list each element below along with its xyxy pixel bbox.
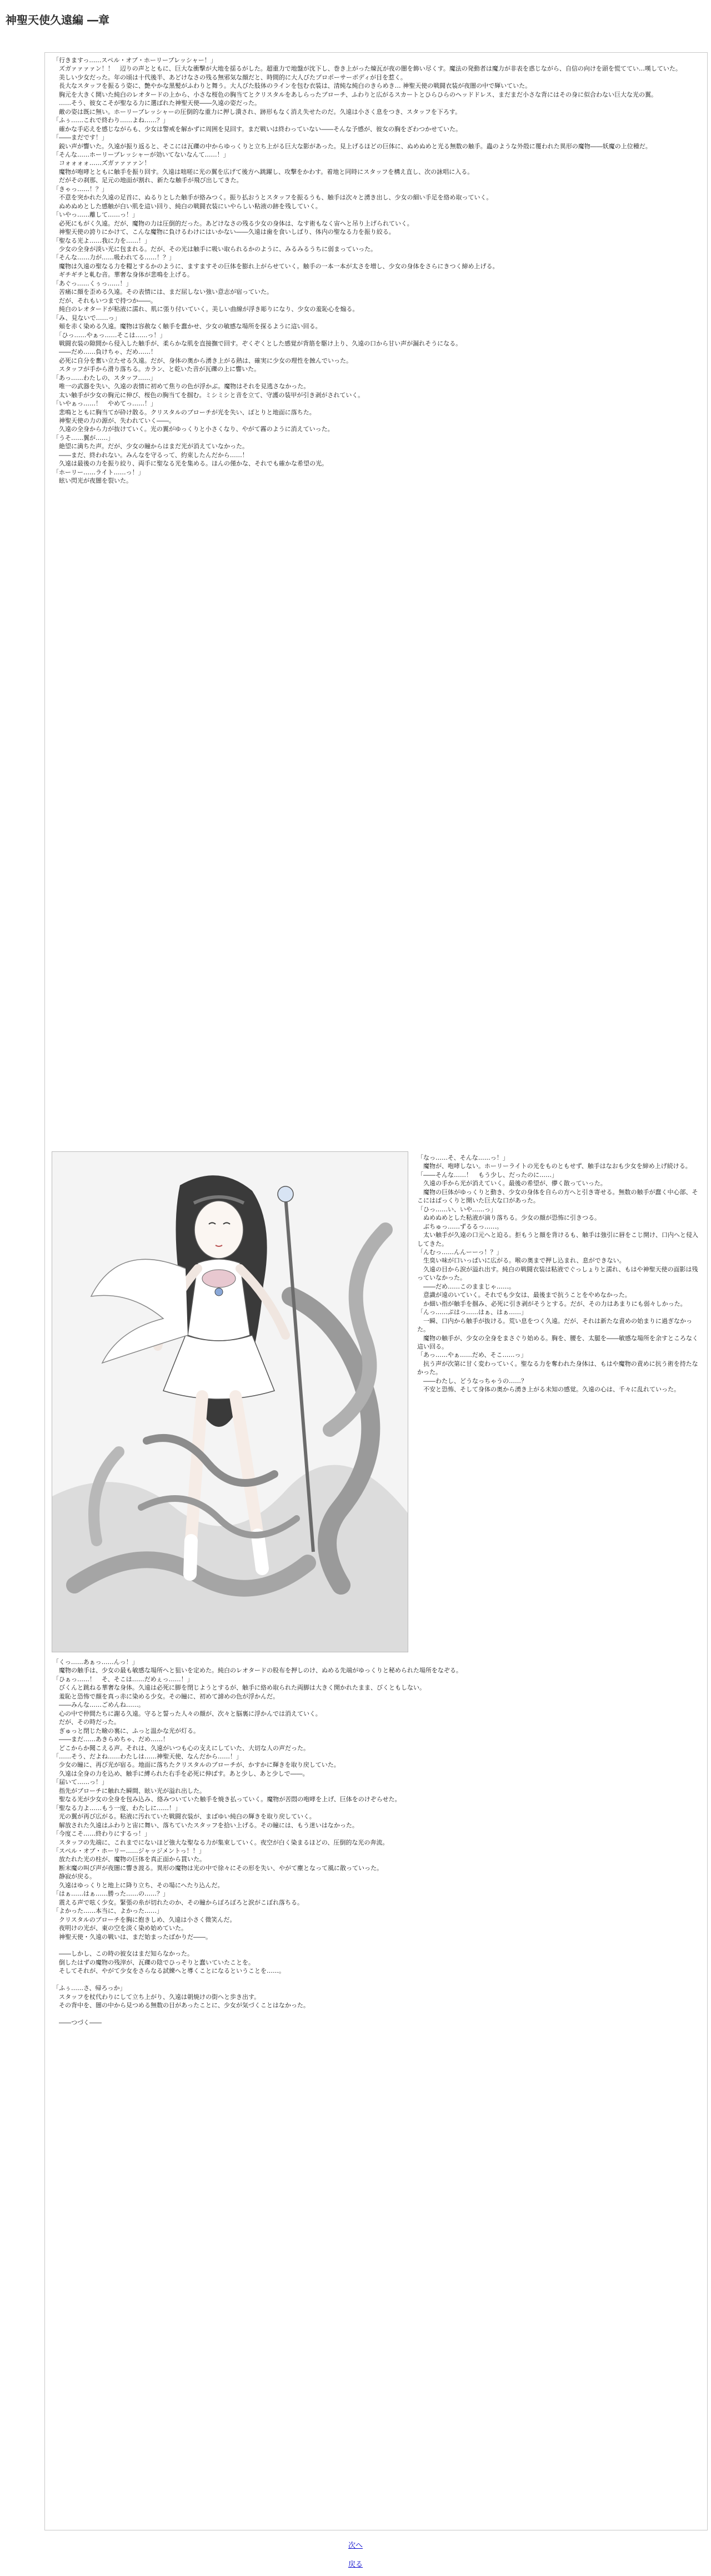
illustration <box>52 1151 408 1652</box>
illustration-image <box>52 1152 408 1652</box>
page-title: 神聖天使久遠編 ―章 <box>6 13 109 27</box>
story-paragraph-1: 「行きますっ……スペル・オブ・ホーリーブレッシャー！」 ズガァァァァン！！ 辺りの声とともに、巨大な衝撃が大地を揺るがした。超重力で地盤が沈下し、巻き上がった煉瓦が夜の闇を飾い尽くす。魔法の発動者は魔力が非表を惑じながら、自信の向けを頭を慌ててい…嘆していた。 美しい少女だった。年の頃は十代後半、あどけなさの残る無邪気な顔だと、時間的に大人びたプロポーサーボディが目を惹く。 長大なスタッフを振るう姿に、艶やかな黒髪がふわりと舞う。大人びた肢体のラインを包む衣装は、清純な純白のきらめき… 神聖天使の戦闘衣装が夜闇の中で輝いていた。 胸元を大きく開いた純白のレオタードの上から、小さな桜色の胸当てとクリスタルをあしらったブローチ、ふわりと広がるスカートとひらひらのヘッドドレス、まだまだ小さな背にはその身に似合わない巨大な光の翼。 ……そう、彼女こそが聖なる力に選ばれた神聖天使――久遠の姿だった。 敵の姿は既に無い。ホーリーブレッシャーの圧倒的な重力に押し潰され、跡形もなく消え失せたのだ。久遠は小さく息をつき、スタッフを下ろす。 「ふぅ……これで終わり……よね……？」 確かな手応えを感じながらも、少女は警戒を解かずに周囲を見回す。まだ戦いは終わっていない――そんな予感が、彼女の胸をざわつかせていた。 「――まだです！」 鋭い声が響いた。久遠が振り返ると、そこには瓦礫の中からゆっくりと立ち上がる巨大な影があった。見上げるほどの巨体に、ぬめぬめと光る無数の触手。蟲のような外殻に覆われた異形の魔物――妖魔の上位種だ。 「そんな……ホーリーブレッシャーが効いてないなんて……！」 コォォォォ……ズガァァァァン！ 魔物が咆哮とともに触手を振り回す。久遠は咄嗟に光の翼を広げて後方へ跳躍し、攻撃をかわす。着地と同時にスタッフを構え直し、次の詠唱に入る。 だがその刹那、足元の地面が割れ、新たな触手が飛び出してきた。 「きゃっ……！？」 不意を突かれた久遠の足首に、ぬるりとした触手が絡みつく。振り払おうとスタッフを振るうも、触手は次々と湧き出し、少女の細い手足を絡め取っていく。 ぬめぬめとした感触が白い肌を這い回り、純白の戦闘衣装にいやらしい粘液の跡を残していく。 「いやっ……離して……っ！」 必死にもがく久遠。だが、魔物の力は圧倒的だった。あどけなさの残る少女の身体は、なす術もなく宙へと吊り上げられていく。 神聖天使の誇りにかけて、こんな魔物に負けるわけにはいかない――久遠は歯を食いしばり、体内の聖なる力を振り絞る。 「聖なる光よ……我に力を……！」 少女の全身が淡い光に包まれる。だが、その光は触手に吸い取られるかのように、みるみるうちに弱まっていった。 「そんな……力が……吸われてる……！？」 魔物は久遠の聖なる力を糧とするかのように、ますますその巨体を膨れ上がらせていく。触手の一本一本が太さを増し、少女の身体をさらにきつく締め上げる。 ギチギチと軋む音。華奢な身体が悲鳴を上げる。 「あぐっ……くぅっ……！」 苦痛に顔を歪める久遠。その表情には、まだ屈しない強い意志が宿っていた。 だが、それもいつまで持つか――。 純白のレオタードが粘液に濡れ、肌に張り付いていく。美しい曲線が浮き彫りになり、少女の羞恥心を煽る。 「み、見ないで……っ」 頬を赤く染める久遠。魔物は容赦なく触手を蠢かせ、少女の敏感な場所を探るように這い回る。 「ひっ……やぁっ……そこは……っ！」 戦闘衣装の隙間から侵入した触手が、柔らかな肌を直接撫で回す。ぞくぞくとした感覚が背筋を駆け上り、久遠の口から甘い声が漏れそうになる。 ――だめ……負けちゃ、だめ……！ 必死に自分を奮い立たせる久遠。だが、身体の奥から湧き上がる熱は、確実に少女の理性を蝕んでいった。 スタッフが手から滑り落ちる。カラン、と乾いた音が瓦礫の上に響いた。 「あっ……わたしの、スタッフ……」 唯一の武器を失い、久遠の表情に初めて焦りの色が浮かぶ。魔物はそれを見逃さなかった。 太い触手が少女の胸元に伸び、桜色の胸当てを掴む。ミシミシと音を立て、守護の装甲が引き剥がされていく。 「いやぁっ……！ やめてっ……！」 悲鳴とともに胸当てが砕け散る。クリスタルのブローチが光を失い、ぽとりと地面に落ちた。 神聖天使の力の源が、失われていく――。 久遠の全身から力が抜けていく。光の翼がゆっくりと小さくなり、やがて霧のように消えていった。 「うそ……翼が……」 絶望に満ちた声。だが、少女の瞳からはまだ光が消えていなかった。 ――まだ、終われない。みんなを守るって、約束したんだから……！ 久遠は最後の力を振り絞り、両手に聖なる光を集める。ほんの僅かな、それでも確かな希望の光。 「ホーリー……ライト……っ！」 眩い閃光が夜闇を裂いた。 <box>53 57 682 485</box>
story-paragraph-right: 「なっ……そ、そんな……っ！」 魔物が、咆哮しない。ホーリーライトの光をものともせず、触手はなおも少女を締め上げ続ける。 「――そんな……！ もう少し、だったのに……」 久遠の手から光が消えていく。最後の希望が、儚く散っていった。 魔物の巨体がゆっくりと動き、少女の身体を自らの方へと引き寄せる。無数の触手が蠢く中心部、そこにはぱっくりと開いた巨大な口があった。 「ひっ……い、いや……っ」 ぬめぬめとした粘液が滴り落ちる。少女の顔が恐怖に引きつる。 ぶちゅっ……ずるるっ……。 太い触手が久遠の口元へと迫る。拒もうと顔を背けるも、触手は強引に唇をこじ開け、口内へと侵入してきた。 「んむっ……んんーーっ！？」 生臭い味が口いっぱいに広がる。喉の奥まで押し込まれ、息ができない。 久遠の目から涙が溢れ出す。純白の戦闘衣装は粘液でぐっしょりと濡れ、もはや神聖天使の面影は残っていなかった。 ――だめ……このままじゃ……。 意識が遠のいていく。それでも少女は、最後まで抗うことをやめなかった。 か細い指が触手を掴み、必死に引き剥がそうとする。だが、その力はあまりにも弱々しかった。 「んっ……ぷはっ……はぁ、はぁ……」 一瞬、口内から触手が抜ける。荒い息をつく久遠。だが、それは新たな責めの始まりに過ぎなかった。 魔物の触手が、少女の全身をまさぐり始める。胸を、腰を、太腿を――敏感な場所を余すところなく這い回る。 「あっ……やぁ……だめ、そこ……っ」 抗う声が次第に甘く変わっていく。聖なる力を奪われた身体は、もはや魔物の責めに抗う術を持たなかった。 ――わたし、どうなっちゃうの……？ 不安と恐怖、そして身体の奥から湧き上がる未知の感覚。久遠の心は、千々に乱れていった。 <box>417 1154 698 1394</box>
next-link[interactable]: 次へ <box>348 2542 363 2550</box>
story-frame <box>44 52 708 2530</box>
next-link-row <box>0 2539 711 2550</box>
story-paragraph-2: 「くっ……あぁっ……んっ！」 魔物の触手は、少女の最も敏感な場所へと狙いを定めた。純白のレオタードの股布を押しのけ、ぬめる先端がゆっくりと秘められた場所をなぞる。 「ひぁっ……！ そ、そこは……だめぇっ……！」 びくんと跳ねる華奢な身体。久遠は必死に脚を閉じようとするが、触手に絡め取られた両脚は大きく開かれたまま、びくともしない。 羞恥と恐怖で顔を真っ赤に染める少女。その瞳に、初めて諦めの色が浮かんだ。 ――みんな……ごめんね……。 心の中で仲間たちに謝る久遠。守ると誓った人々の顔が、次々と脳裏に浮かんでは消えていく。 だが、その時だった。 ぎゅっと閉じた瞼の裏に、ふっと温かな光が灯る。 ――まだ……あきらめちゃ、だめ……！ どこからか聞こえる声。それは、久遠がいつも心の支えにしていた、大切な人の声だった。 「……そう、だよね……わたしは……神聖天使、なんだから……！」 少女の瞳に、再び光が宿る。地面に落ちたクリスタルのブローチが、かすかに輝きを取り戻していた。 久遠は全身の力を込め、触手に縛られた右手を必死に伸ばす。あと少し、あと少しで――。 「届いて……っ！」 指先がブローチに触れた瞬間、眩い光が溢れ出した。 聖なる光が少女の全身を包み込み、絡みついていた触手を焼き払っていく。魔物が苦悶の咆哮を上げ、巨体をのけぞらせた。 「聖なる力よ……もう一度、わたしに……！」 光の翼が再び広がる。粘液に汚れていた戦闘衣装が、まばゆい純白の輝きを取り戻していく。 解放された久遠はふわりと宙に舞い、落ちていたスタッフを拾い上げる。その瞳には、もう迷いはなかった。 「今度こそ……終わりにするっ！」 スタッフの先端に、これまでにないほど強大な聖なる力が集束していく。夜空が白く染まるほどの、圧倒的な光の奔流。 「スペル・オブ・ホーリー……ジャッジメントっ！！」 放たれた光の柱が、魔物の巨体を真正面から貫いた。 断末魔の叫び声が夜闇に響き渡る。異形の魔物は光の中で徐々にその形を失い、やがて塵となって風に散っていった。 静寂が戻る。 久遠はゆっくりと地上に降り立ち、その場にへたり込んだ。 「はぁ……はぁ……勝った……の……？」 震える声で呟く少女。緊張の糸が切れたのか、その瞳からぽろぽろと涙がこぼれ落ちる。 「よかった……本当に、よかった……」 クリスタルのブローチを胸に抱きしめ、久遠は小さく微笑んだ。 夜明けの光が、東の空を淡く染め始めていた。 神聖天使・久遠の戦いは、まだ始まったばかりだ――。 ――しかし、この時の彼女はまだ知らなかった。 倒したはずの魔物の残滓が、瓦礫の陰でひっそりと蠢いていたことを。 そしてそれが、やがて少女をさらなる試練へと導くことになるということを……。 「ふぅ……さ、帰ろっか」 スタッフを杖代わりにして立ち上がり、久遠は朝焼けの街へと歩き出す。 その背中を、闇の中から見つめる無数の目があったことに、少女が気づくことはなかった。 ――つづく―― <box>53 1658 462 2027</box>
back-link[interactable]: 戻る <box>348 2560 363 2569</box>
back-link-row <box>0 2558 711 2569</box>
